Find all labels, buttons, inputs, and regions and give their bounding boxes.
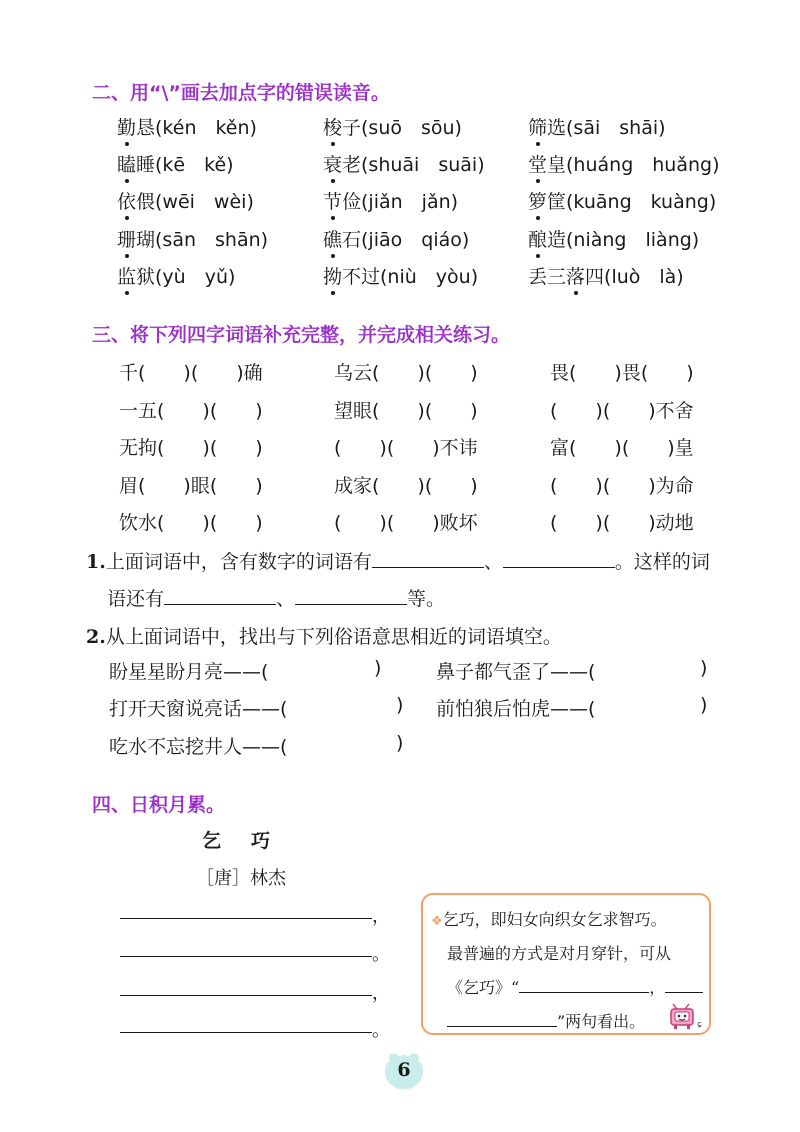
- pinyin-options: 不过(niù yòu): [342, 266, 479, 288]
- pinyin-options: 石(jiāo qiáo): [342, 229, 470, 251]
- pinyin-item[interactable]: [117, 225, 268, 252]
- pinyin-item[interactable]: [117, 187, 254, 214]
- proverb-close[interactable]: ): [396, 694, 404, 716]
- answer-blank[interactable]: [447, 1026, 557, 1027]
- poem-punctuation: ，: [372, 983, 390, 1004]
- dotted-character: 落: [566, 262, 585, 289]
- answer-blank[interactable]: [372, 567, 484, 568]
- pinyin-item[interactable]: [323, 187, 458, 214]
- pinyin-options: 子(suō sōu): [342, 117, 462, 139]
- proverb-item: 吃水不忘挖井人——(: [109, 736, 288, 758]
- proverb-item: 鼻子都气歪了——(: [436, 661, 596, 683]
- proverb-item: 打开天窗说亮话——(: [109, 698, 288, 720]
- svg-text:ɕ: ɕ: [697, 1020, 702, 1030]
- pinyin-item[interactable]: [528, 262, 684, 289]
- pinyin-options: 偎(wēi wèi): [136, 191, 254, 213]
- dotted-character: 衰: [323, 150, 342, 177]
- dotted-character: 礁: [323, 225, 342, 252]
- pinyin-options: 恳(kén kěn): [136, 117, 257, 139]
- question-1-number: 1.: [86, 551, 106, 573]
- question-2-number: 2.: [86, 626, 106, 648]
- idiom-item[interactable]: 饮水( )( ): [119, 512, 263, 534]
- poem-title: 乞巧: [202, 830, 301, 852]
- dotted-character: 监: [117, 262, 136, 289]
- pinyin-options: 老(shuāi suāi): [342, 154, 485, 176]
- pinyin-item[interactable]: [323, 262, 478, 289]
- answer-blank[interactable]: [503, 567, 615, 568]
- dotted-character: 依: [117, 187, 136, 214]
- pinyin-options: 造(niàng liàng): [547, 229, 700, 251]
- idiom-item[interactable]: ( )( )不讳: [334, 437, 478, 459]
- idiom-item[interactable]: ( )( )动地: [550, 512, 694, 534]
- idiom-item[interactable]: ( )( )败坏: [334, 512, 478, 534]
- idiom-item[interactable]: ( )( )为命: [550, 475, 694, 497]
- question-1-text-d: 等。: [407, 588, 446, 610]
- pinyin-item[interactable]: [528, 150, 720, 177]
- diamond-bullet-icon: ❖: [431, 914, 443, 929]
- poem-line-blank[interactable]: [120, 917, 372, 919]
- idiom-item[interactable]: 乌云( )( ): [334, 362, 478, 384]
- tip-line-2: 最普遍的方式是对月穿针，可从: [447, 944, 672, 963]
- tip-box: [421, 893, 711, 1035]
- poem-punctuation: 。: [372, 944, 390, 965]
- idiom-item[interactable]: 眉( )眼( ): [119, 475, 263, 497]
- poem-punctuation: 。: [372, 1020, 390, 1041]
- question-1-continued: [107, 584, 445, 611]
- proverb-item: 盼星星盼月亮——(: [109, 661, 269, 683]
- question-1-separator: 、: [276, 588, 296, 610]
- dotted-character: 珊: [117, 225, 136, 252]
- pinyin-item[interactable]: [117, 150, 234, 177]
- idiom-item[interactable]: 畏( )畏( ): [550, 362, 694, 384]
- dotted-character: 拗: [323, 262, 342, 289]
- dotted-character: 酿: [528, 225, 547, 252]
- pinyin-options: 皇(huáng huǎng): [547, 154, 720, 176]
- dotted-character: 瞌: [117, 150, 136, 177]
- tip-text: 《乞巧》“: [447, 978, 520, 997]
- proverb-close[interactable]: ): [396, 732, 404, 754]
- question-1-text-a: 上面词语中，含有数字的词语有: [105, 551, 372, 573]
- poem-line-blank[interactable]: [120, 994, 372, 996]
- tip-text: ，: [649, 978, 666, 997]
- idiom-item[interactable]: 无拘( )( ): [119, 437, 263, 459]
- tip-line-4: [447, 1009, 645, 1032]
- answer-blank[interactable]: [519, 992, 649, 993]
- answer-blank[interactable]: [164, 604, 276, 605]
- proverb-close[interactable]: ): [700, 657, 708, 679]
- idiom-item[interactable]: 一五( )( ): [119, 400, 263, 422]
- page-number: 6: [397, 1059, 411, 1081]
- question-1: [86, 547, 710, 574]
- proverb-item: 前怕狼后怕虎——(: [436, 698, 596, 720]
- dotted-character: 筛: [528, 113, 547, 140]
- dotted-character: 堂: [528, 150, 547, 177]
- tv-mascot-icon: [667, 1003, 705, 1031]
- pinyin-options: 筐(kuāng kuàng): [547, 191, 717, 213]
- proverb-close[interactable]: ): [374, 657, 382, 679]
- dotted-character: 节: [323, 187, 342, 214]
- pinyin-options: 四(luò là): [585, 266, 684, 288]
- idiom-item[interactable]: 望眼( )( ): [334, 400, 478, 422]
- idiom-item[interactable]: ( )( )不舍: [550, 400, 694, 422]
- poem-author: ［唐］林杰: [196, 868, 286, 889]
- poem-line-blank[interactable]: [120, 1031, 372, 1033]
- idiom-item[interactable]: 千( )( )确: [119, 362, 263, 384]
- pinyin-item[interactable]: [117, 262, 235, 289]
- pinyin-item[interactable]: [528, 113, 666, 140]
- tip-line-3: [447, 975, 703, 998]
- idiom-item[interactable]: 富( )( )皇: [550, 437, 694, 459]
- poem-line-blank[interactable]: [120, 955, 372, 957]
- pinyin-options: 狱(yù yǔ): [136, 266, 236, 288]
- question-1-separator: 、: [483, 551, 503, 573]
- pinyin-options: 睡(kē kě): [136, 154, 234, 176]
- section-3-heading: 三、将下列四字词语补充完整，并完成相关练习。: [92, 324, 511, 346]
- pinyin-item[interactable]: [528, 225, 699, 252]
- pinyin-options: 选(sāi shāi): [547, 117, 666, 139]
- question-2: [86, 622, 562, 649]
- answer-blank[interactable]: [665, 992, 703, 993]
- pinyin-options: 瑚(sān shān): [136, 229, 269, 251]
- pinyin-item[interactable]: [323, 225, 469, 252]
- pinyin-item-prefix: 丢三: [528, 266, 567, 288]
- dotted-character: 箩: [528, 187, 547, 214]
- section-2-heading: 二、用“\”画去加点字的错误读音。: [92, 82, 390, 104]
- tip-text: 乞巧，即妇女向织女乞求智巧。: [442, 910, 667, 929]
- dotted-character: 梭: [323, 113, 342, 140]
- idiom-item[interactable]: 成家( )( ): [334, 475, 478, 497]
- page-number-badge: [382, 1051, 426, 1091]
- section-4-heading: 四、日积月累。: [92, 794, 226, 816]
- question-1-text-b: 。这样的词: [614, 551, 710, 573]
- tip-text: ”两句看出。: [557, 1012, 646, 1031]
- pinyin-item[interactable]: [117, 113, 257, 140]
- pinyin-item[interactable]: [323, 113, 462, 140]
- question-1-text-c: 语还有: [107, 588, 165, 610]
- answer-blank[interactable]: [295, 604, 407, 605]
- pinyin-item[interactable]: [528, 187, 716, 214]
- dotted-character: 勤: [117, 113, 136, 140]
- pinyin-item[interactable]: [323, 150, 485, 177]
- pinyin-options: 俭(jiǎn jǎn): [342, 191, 459, 213]
- proverb-close[interactable]: ): [700, 694, 708, 716]
- tip-line-1: [431, 907, 667, 930]
- poem-punctuation: ，: [372, 906, 390, 927]
- question-2-text: 从上面词语中，找出与下列俗语意思相近的词语填空。: [105, 626, 562, 648]
